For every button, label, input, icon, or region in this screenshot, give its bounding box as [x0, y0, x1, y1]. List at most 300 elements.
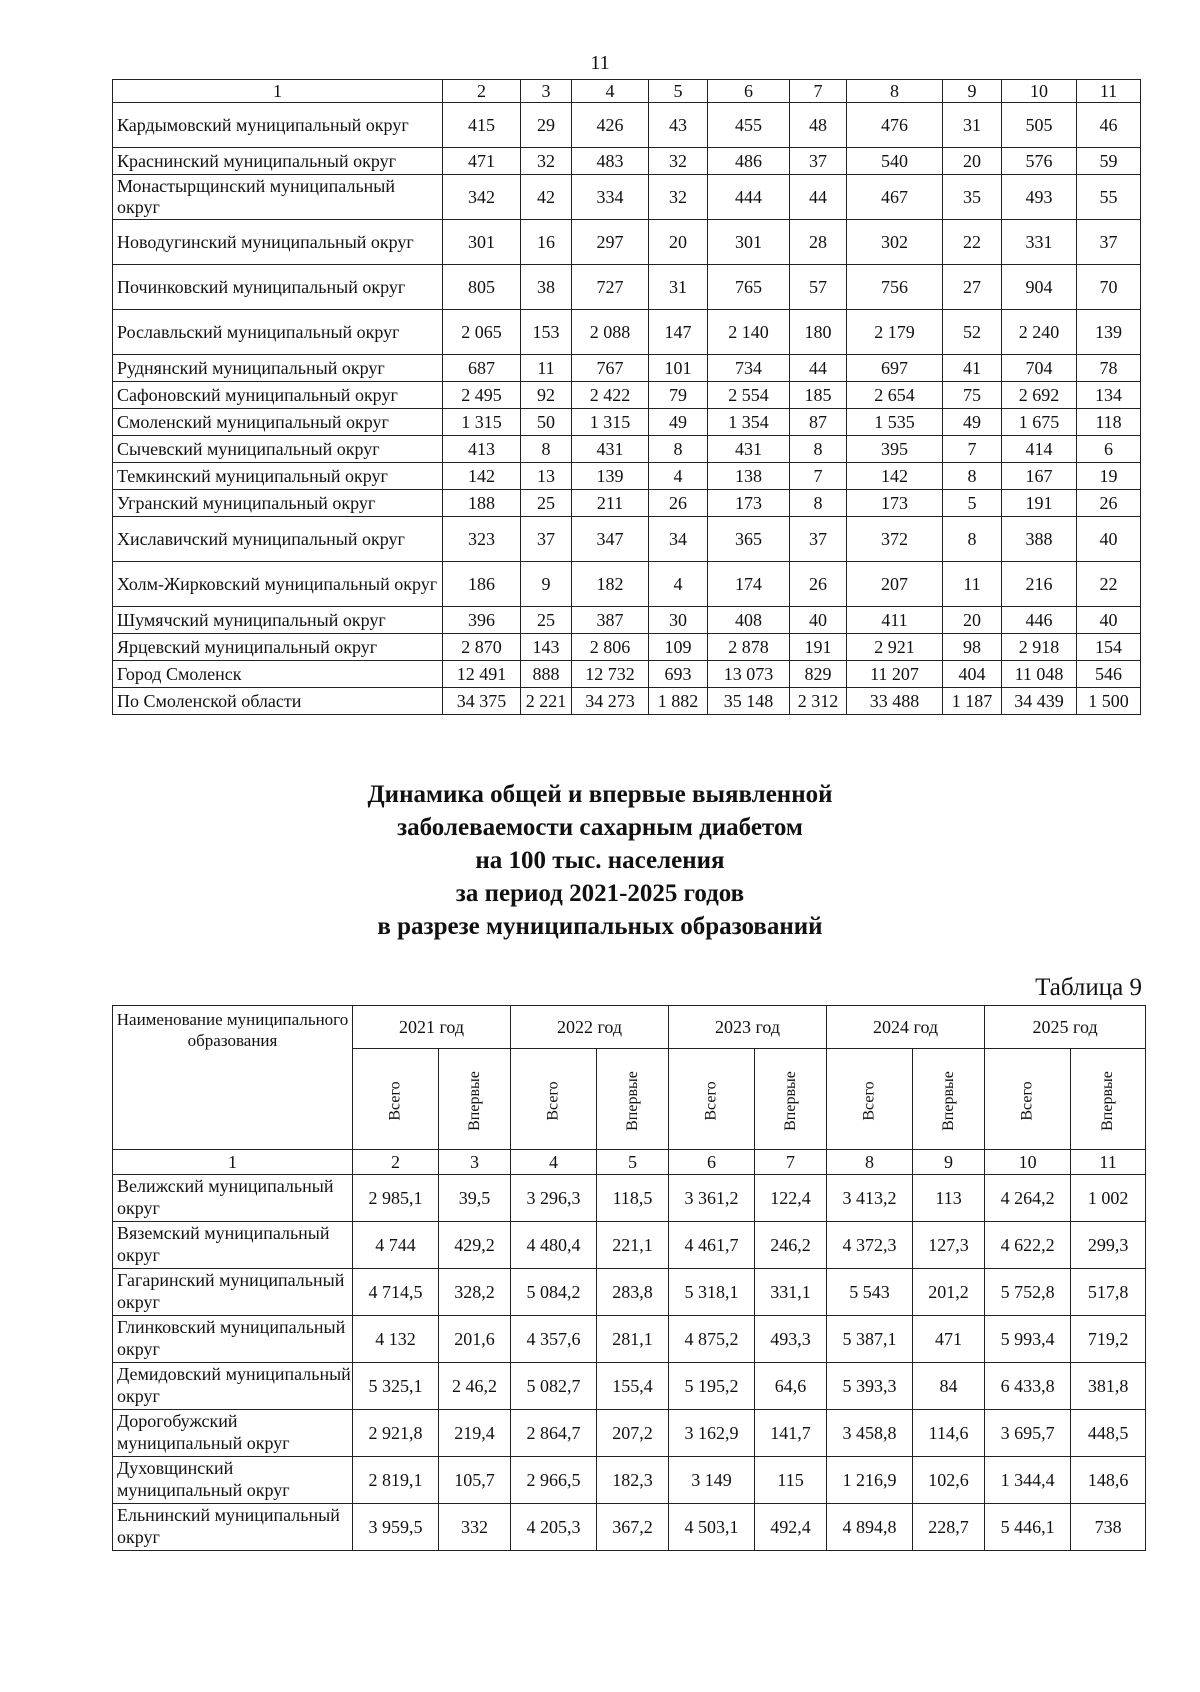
- title-line: за период 2021-2025 годов: [455, 880, 745, 907]
- table-cell: 540: [847, 148, 943, 175]
- table-cell: 9: [521, 562, 572, 607]
- table-cell: 483: [572, 148, 649, 175]
- table-cell: 697: [847, 355, 943, 382]
- table-cell: 6 433,8: [985, 1363, 1071, 1410]
- table-cell: 55: [1077, 175, 1141, 220]
- table-cell: 4 480,4: [511, 1222, 597, 1269]
- table-cell: 22: [1077, 562, 1141, 607]
- table-cell: 1 535: [847, 409, 943, 436]
- table-cell: 57: [790, 265, 847, 310]
- table-cell: 2 065: [443, 310, 521, 355]
- table-cell: 281,1: [597, 1316, 669, 1363]
- table-cell: 22: [943, 220, 1002, 265]
- table-cell: 32: [649, 175, 708, 220]
- district-name: Дорогобужский муниципальный округ: [113, 1410, 353, 1457]
- table-cell: 37: [1077, 220, 1141, 265]
- table-cell: 142: [847, 463, 943, 490]
- table-row: [113, 1457, 1146, 1504]
- table-cell: 4 503,1: [669, 1504, 755, 1551]
- district-name: Холм-Жирковский муниципальный округ: [113, 562, 443, 607]
- column-number: 11: [1071, 1150, 1146, 1175]
- table-cell: 35 148: [708, 688, 790, 715]
- column-number: 7: [755, 1150, 827, 1175]
- column-number: 10: [985, 1150, 1071, 1175]
- table-cell: 122,4: [755, 1175, 827, 1222]
- table-cell: 5 446,1: [985, 1504, 1071, 1551]
- table-cell: 471: [913, 1316, 985, 1363]
- table-cell: 27: [943, 265, 1002, 310]
- column-number: 10: [1002, 80, 1077, 103]
- page-number: 11: [590, 52, 610, 74]
- table-cell: 26: [649, 490, 708, 517]
- year-header-row: [113, 1006, 1146, 1049]
- table-cell: 118: [1077, 409, 1141, 436]
- table-cell: 49: [943, 409, 1002, 436]
- table-cell: 3 149: [669, 1457, 755, 1504]
- table-cell: 492,4: [755, 1504, 827, 1551]
- top-morbidity-table: [112, 79, 1141, 715]
- column-number: 3: [521, 80, 572, 103]
- table-cell: 92: [521, 382, 572, 409]
- subheader-all-label: Всего: [544, 1080, 562, 1121]
- column-number: 2: [353, 1150, 439, 1175]
- table-cell: 5 993,4: [985, 1316, 1071, 1363]
- table-row: [113, 103, 1141, 148]
- table-cell: 127,3: [913, 1222, 985, 1269]
- table-cell: 13: [521, 463, 572, 490]
- table-cell: 431: [708, 436, 790, 463]
- table-row: [113, 562, 1141, 607]
- table-cell: 182: [572, 562, 649, 607]
- table-cell: 7: [943, 436, 1002, 463]
- table-cell: 4 357,6: [511, 1316, 597, 1363]
- table-cell: 191: [790, 634, 847, 661]
- year-header: 2021 год: [353, 1006, 511, 1049]
- subheader-new: [913, 1049, 985, 1150]
- column-number: 4: [572, 80, 649, 103]
- table-cell: 301: [443, 220, 521, 265]
- table-cell: 153: [521, 310, 572, 355]
- table-cell: 4 372,3: [827, 1222, 913, 1269]
- table-row: [113, 1175, 1146, 1222]
- table-cell: 3 296,3: [511, 1175, 597, 1222]
- table-cell: 408: [708, 607, 790, 634]
- column-number: 3: [439, 1150, 511, 1175]
- table-row: [113, 688, 1141, 715]
- subheader-new-label: Впервые: [1099, 1070, 1117, 1131]
- table-cell: 5 325,1: [353, 1363, 439, 1410]
- table-cell: 37: [521, 517, 572, 562]
- table-cell: 201,6: [439, 1316, 511, 1363]
- column-number: 8: [847, 80, 943, 103]
- table-cell: 5 082,7: [511, 1363, 597, 1410]
- table-cell: 26: [1077, 490, 1141, 517]
- table-cell: 1 675: [1002, 409, 1077, 436]
- table-cell: 11 048: [1002, 661, 1077, 688]
- table-cell: 904: [1002, 265, 1077, 310]
- table-cell: 102,6: [913, 1457, 985, 1504]
- table-cell: 493: [1002, 175, 1077, 220]
- table-cell: 1 354: [708, 409, 790, 436]
- table-cell: 98: [943, 634, 1002, 661]
- table-cell: 5 387,1: [827, 1316, 913, 1363]
- table-cell: 25: [521, 490, 572, 517]
- table-cell: 48: [790, 103, 847, 148]
- table-cell: 5 752,8: [985, 1269, 1071, 1316]
- table-row: [113, 634, 1141, 661]
- table-cell: 101: [649, 355, 708, 382]
- table-cell: 59: [1077, 148, 1141, 175]
- table-cell: 493,3: [755, 1316, 827, 1363]
- table-cell: 411: [847, 607, 943, 634]
- table-cell: 34 375: [443, 688, 521, 715]
- table-cell: 8: [943, 463, 1002, 490]
- table-cell: 207: [847, 562, 943, 607]
- column-number: 1: [113, 80, 443, 103]
- name-column-header: Наименование муниципального образования: [113, 1006, 353, 1150]
- table-row: [113, 490, 1141, 517]
- table-cell: 11: [943, 562, 1002, 607]
- table-cell: 219,4: [439, 1410, 511, 1457]
- table-cell: 114,6: [913, 1410, 985, 1457]
- table-cell: 4 132: [353, 1316, 439, 1363]
- table-row: [113, 409, 1141, 436]
- table-cell: 3 162,9: [669, 1410, 755, 1457]
- table-cell: 767: [572, 355, 649, 382]
- table-cell: 182,3: [597, 1457, 669, 1504]
- table-row: [113, 1363, 1146, 1410]
- table-cell: 2 495: [443, 382, 521, 409]
- table-cell: 5 318,1: [669, 1269, 755, 1316]
- year-header: 2022 год: [511, 1006, 669, 1049]
- table-cell: 41: [943, 355, 1002, 382]
- table-cell: 7: [790, 463, 847, 490]
- table-cell: 87: [790, 409, 847, 436]
- table-cell: 387: [572, 607, 649, 634]
- table-cell: 34: [649, 517, 708, 562]
- table-cell: 414: [1002, 436, 1077, 463]
- district-name: Новодугинский муниципальный округ: [113, 220, 443, 265]
- table-cell: 2 088: [572, 310, 649, 355]
- table-cell: 4: [649, 562, 708, 607]
- table-cell: 426: [572, 103, 649, 148]
- table-cell: 2 985,1: [353, 1175, 439, 1222]
- title-line: на 100 тыс. населения: [475, 847, 725, 874]
- table-cell: 2 870: [443, 634, 521, 661]
- table-cell: 5 393,3: [827, 1363, 913, 1410]
- table-cell: 139: [1077, 310, 1141, 355]
- district-name: Демидовский муниципальный округ: [113, 1363, 353, 1410]
- table-cell: 70: [1077, 265, 1141, 310]
- table-cell: 31: [943, 103, 1002, 148]
- table-cell: 2 966,5: [511, 1457, 597, 1504]
- table-cell: 29: [521, 103, 572, 148]
- table-cell: 3 695,7: [985, 1410, 1071, 1457]
- table-cell: 1 187: [943, 688, 1002, 715]
- subheader-all-label: Всего: [386, 1080, 404, 1121]
- subheader-all-label: Всего: [860, 1080, 878, 1121]
- table-cell: 246,2: [755, 1222, 827, 1269]
- table-cell: 738: [1071, 1504, 1146, 1551]
- table-cell: 26: [790, 562, 847, 607]
- subheader-new: [439, 1049, 511, 1150]
- column-number: 1: [113, 1150, 353, 1175]
- table-cell: 2 921: [847, 634, 943, 661]
- table-cell: 365: [708, 517, 790, 562]
- year-header: 2025 год: [985, 1006, 1146, 1049]
- table-cell: 396: [443, 607, 521, 634]
- table-cell: 444: [708, 175, 790, 220]
- table-row: [113, 265, 1141, 310]
- table-cell: 84: [913, 1363, 985, 1410]
- table-cell: 173: [708, 490, 790, 517]
- table-cell: 25: [521, 607, 572, 634]
- district-name: Рославльский муниципальный округ: [113, 310, 443, 355]
- table-cell: 216: [1002, 562, 1077, 607]
- table-cell: 687: [443, 355, 521, 382]
- table-cell: 2 806: [572, 634, 649, 661]
- subheader-all: [827, 1049, 913, 1150]
- district-name: Сычевский муниципальный округ: [113, 436, 443, 463]
- table-cell: 64,6: [755, 1363, 827, 1410]
- subheader-new-label: Впервые: [623, 1070, 641, 1131]
- table-cell: 34 273: [572, 688, 649, 715]
- district-name: Ельнинский муниципальный округ: [113, 1504, 353, 1551]
- title-line: Динамика общей и впервые выявленной: [367, 781, 833, 808]
- table-cell: 37: [790, 148, 847, 175]
- table-cell: 302: [847, 220, 943, 265]
- table-cell: 154: [1077, 634, 1141, 661]
- table-cell: 109: [649, 634, 708, 661]
- table-cell: 3 458,8: [827, 1410, 913, 1457]
- table-cell: 334: [572, 175, 649, 220]
- table-cell: 467: [847, 175, 943, 220]
- column-number: 8: [827, 1150, 913, 1175]
- table-cell: 16: [521, 220, 572, 265]
- table-cell: 20: [943, 607, 1002, 634]
- table-label: Таблица 9: [1035, 974, 1142, 1001]
- table-cell: 2 140: [708, 310, 790, 355]
- table-cell: 75: [943, 382, 1002, 409]
- district-name: Город Смоленск: [113, 661, 443, 688]
- table-cell: 186: [443, 562, 521, 607]
- table-cell: 19: [1077, 463, 1141, 490]
- table-cell: 719,2: [1071, 1316, 1146, 1363]
- district-name: Глинковский муниципальный округ: [113, 1316, 353, 1363]
- year-header: 2023 год: [669, 1006, 827, 1049]
- subheader-new: [597, 1049, 669, 1150]
- subheader-all-label: Всего: [1018, 1080, 1036, 1121]
- table-cell: 431: [572, 436, 649, 463]
- table-cell: 40: [790, 607, 847, 634]
- table-cell: 332: [439, 1504, 511, 1551]
- table-cell: 446: [1002, 607, 1077, 634]
- district-name: Хиславичский муниципальный округ: [113, 517, 443, 562]
- column-number: 5: [649, 80, 708, 103]
- table-cell: 115: [755, 1457, 827, 1504]
- table-cell: 8: [943, 517, 1002, 562]
- table-cell: 1 002: [1071, 1175, 1146, 1222]
- table-cell: 78: [1077, 355, 1141, 382]
- table-cell: 228,7: [913, 1504, 985, 1551]
- table-cell: 138: [708, 463, 790, 490]
- table-cell: 33 488: [847, 688, 943, 715]
- column-number: 11: [1077, 80, 1141, 103]
- table-cell: 727: [572, 265, 649, 310]
- table-cell: 8: [790, 490, 847, 517]
- table-cell: 395: [847, 436, 943, 463]
- table-row: [113, 1504, 1146, 1551]
- table-cell: 113: [913, 1175, 985, 1222]
- table-cell: 2 221: [521, 688, 572, 715]
- table-cell: 13 073: [708, 661, 790, 688]
- table-cell: 297: [572, 220, 649, 265]
- table-cell: 32: [649, 148, 708, 175]
- table-cell: 4: [649, 463, 708, 490]
- table-cell: 415: [443, 103, 521, 148]
- table-cell: 174: [708, 562, 790, 607]
- table-cell: 134: [1077, 382, 1141, 409]
- table-cell: 143: [521, 634, 572, 661]
- table-row: [113, 463, 1141, 490]
- table-cell: 49: [649, 409, 708, 436]
- table-cell: 34 439: [1002, 688, 1077, 715]
- table-cell: 404: [943, 661, 1002, 688]
- table-cell: 4 622,2: [985, 1222, 1071, 1269]
- district-name: По Смоленской области: [113, 688, 443, 715]
- district-name: Сафоновский муниципальный округ: [113, 382, 443, 409]
- table-row: [113, 148, 1141, 175]
- table-cell: 576: [1002, 148, 1077, 175]
- district-name: Кардымовский муниципальный округ: [113, 103, 443, 148]
- subheader-all: [511, 1049, 597, 1150]
- district-name: Угранский муниципальный округ: [113, 490, 443, 517]
- table-cell: 1 500: [1077, 688, 1141, 715]
- column-number: 5: [597, 1150, 669, 1175]
- subheader-new-label: Впервые: [781, 1070, 799, 1131]
- table-cell: 211: [572, 490, 649, 517]
- title-line: в разрезе муниципальных образований: [377, 913, 823, 940]
- table-cell: 20: [943, 148, 1002, 175]
- table-cell: 105,7: [439, 1457, 511, 1504]
- table-cell: 167: [1002, 463, 1077, 490]
- table-cell: 429,2: [439, 1222, 511, 1269]
- table-cell: 331,1: [755, 1269, 827, 1316]
- table-cell: 4 714,5: [353, 1269, 439, 1316]
- table-cell: 347: [572, 517, 649, 562]
- table-cell: 505: [1002, 103, 1077, 148]
- table-cell: 31: [649, 265, 708, 310]
- table-cell: 448,5: [1071, 1410, 1146, 1457]
- column-number: 2: [443, 80, 521, 103]
- table-cell: 11 207: [847, 661, 943, 688]
- column-number: 6: [708, 80, 790, 103]
- table-cell: 147: [649, 310, 708, 355]
- table-cell: 5 084,2: [511, 1269, 597, 1316]
- table-cell: 756: [847, 265, 943, 310]
- table-cell: 8: [521, 436, 572, 463]
- table-cell: 118,5: [597, 1175, 669, 1222]
- table-cell: 5 195,2: [669, 1363, 755, 1410]
- section-title: [0, 778, 1200, 943]
- table-cell: 39,5: [439, 1175, 511, 1222]
- table-cell: 367,2: [597, 1504, 669, 1551]
- table-cell: 1 344,4: [985, 1457, 1071, 1504]
- district-name: Духовщинский муниципальный округ: [113, 1457, 353, 1504]
- table-cell: 4 875,2: [669, 1316, 755, 1363]
- table-cell: 142: [443, 463, 521, 490]
- table-cell: 3 413,2: [827, 1175, 913, 1222]
- table-cell: 2 654: [847, 382, 943, 409]
- table-cell: 8: [790, 436, 847, 463]
- table-row: [113, 607, 1141, 634]
- table-cell: 4 461,7: [669, 1222, 755, 1269]
- district-name: Руднянский муниципальный округ: [113, 355, 443, 382]
- table-cell: 829: [790, 661, 847, 688]
- table-cell: 2 878: [708, 634, 790, 661]
- table-cell: 4 744: [353, 1222, 439, 1269]
- table-cell: 207,2: [597, 1410, 669, 1457]
- table-cell: 5: [943, 490, 1002, 517]
- table-cell: 734: [708, 355, 790, 382]
- table-row: [113, 310, 1141, 355]
- column-number: 6: [669, 1150, 755, 1175]
- table-cell: 201,2: [913, 1269, 985, 1316]
- table-cell: 12 732: [572, 661, 649, 688]
- table-cell: 1 882: [649, 688, 708, 715]
- table-cell: 38: [521, 265, 572, 310]
- table-cell: 381,8: [1071, 1363, 1146, 1410]
- table-cell: 35: [943, 175, 1002, 220]
- subheader-new-label: Впервые: [465, 1070, 483, 1131]
- table-cell: 180: [790, 310, 847, 355]
- column-number: 7: [790, 80, 847, 103]
- table-cell: 1 216,9: [827, 1457, 913, 1504]
- table-cell: 2 921,8: [353, 1410, 439, 1457]
- table-cell: 3 361,2: [669, 1175, 755, 1222]
- table-cell: 148,6: [1071, 1457, 1146, 1504]
- table-cell: 12 491: [443, 661, 521, 688]
- district-name: Ярцевский муниципальный округ: [113, 634, 443, 661]
- table-cell: 888: [521, 661, 572, 688]
- table-cell: 517,8: [1071, 1269, 1146, 1316]
- table-cell: 139: [572, 463, 649, 490]
- district-name: Краснинский муниципальный округ: [113, 148, 443, 175]
- district-name: Гагаринский муниципальный округ: [113, 1269, 353, 1316]
- table-cell: 1 315: [443, 409, 521, 436]
- title-line: заболеваемости сахарным диабетом: [397, 814, 803, 841]
- table-cell: 5 543: [827, 1269, 913, 1316]
- subheader-new: [1071, 1049, 1146, 1150]
- table-cell: 40: [1077, 607, 1141, 634]
- table-cell: 4 264,2: [985, 1175, 1071, 1222]
- table-cell: 42: [521, 175, 572, 220]
- column-number: 9: [943, 80, 1002, 103]
- table-row: [113, 1316, 1146, 1363]
- table-cell: 486: [708, 148, 790, 175]
- year-header: 2024 год: [827, 1006, 985, 1049]
- table-header-row: [113, 80, 1141, 103]
- table-cell: 8: [649, 436, 708, 463]
- table-cell: 2 422: [572, 382, 649, 409]
- table-cell: 185: [790, 382, 847, 409]
- table-cell: 2 46,2: [439, 1363, 511, 1410]
- table-cell: 4 894,8: [827, 1504, 913, 1551]
- table-cell: 173: [847, 490, 943, 517]
- table-cell: 6: [1077, 436, 1141, 463]
- table-cell: 2 240: [1002, 310, 1077, 355]
- table-cell: 79: [649, 382, 708, 409]
